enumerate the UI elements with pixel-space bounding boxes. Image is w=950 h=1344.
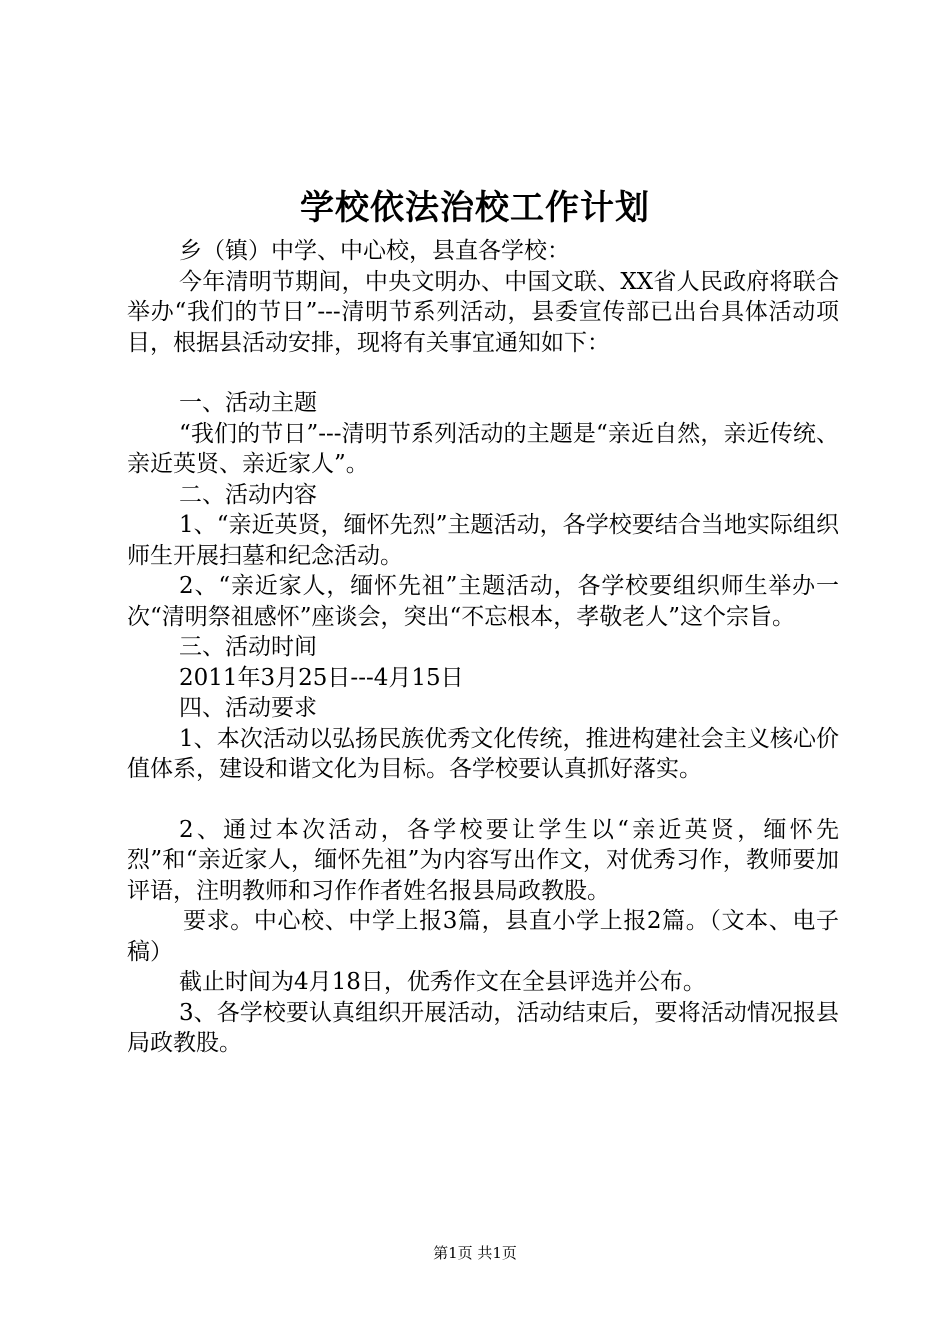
section-heading-content: 二、活动内容 [179, 481, 317, 508]
salutation: 乡（镇）中学、中心校，县直各学校： [179, 238, 570, 264]
requirement-item-1: 1、本次活动以弘扬民族优秀文化传统，推进构建社会主义核心价值体系，建设和谐文化为目标。各学校要认真抓好落实。 [127, 725, 839, 782]
section-heading-theme: 一、活动主题 [179, 390, 317, 416]
theme-paragraph: “我们的节日”---清明节系列活动的主题是“亲近自然，亲近传统、亲近英贤、亲近家人”。 [127, 420, 839, 477]
blank-line [127, 358, 839, 388]
activity-dates: 2011年3月25日---4月15日 [179, 664, 464, 691]
requirement-item-3: 3、各学校要认真组织开展活动，活动结束后，要将活动情况报县局政教股。 [127, 999, 839, 1056]
section-heading-time: 三、活动时间 [179, 634, 317, 660]
requirement-item-2: 2、通过本次活动，各学校要让学生以“亲近英贤，缅怀先烈”和“亲近家人，缅怀先祖”为内容写出作文，对优秀习作，教师要加评语，注明教师和习作作者姓名报县局政教股。 [127, 816, 839, 904]
content-item-1: 1、“亲近英贤，缅怀先烈”主题活动，各学校要结合当地实际组织师生开展扫墓和纪念活动。 [127, 512, 839, 569]
submission-quota: 要求。中心校、中学上报3篇，县直小学上报2篇。（文本、电子稿） [127, 908, 839, 965]
blank-line [127, 785, 839, 815]
document-body [127, 236, 839, 1059]
document-title: 学校依法治校工作计划 [300, 188, 650, 228]
section-heading-requirements: 四、活动要求 [179, 695, 317, 721]
content-item-2: 2、“亲近家人，缅怀先祖”主题活动，各学校要组织师生举办一次“清明祭祖感怀”座谈会，突出“不忘根本，孝敬老人”这个宗旨。 [127, 573, 839, 630]
deadline-note: 截止时间为4月18日，优秀作文在全县评选并公布。 [179, 969, 706, 995]
page-footer: 第1页 共1页 [433, 1244, 517, 1262]
intro-paragraph: 今年清明节期间，中央文明办、中国文联、XX省人民政府将联合举办“我们的节日”---清明节系列活动，县委宣传部已出台具体活动项目，根据县活动安排，现将有关事宜通知如下： [127, 268, 839, 356]
